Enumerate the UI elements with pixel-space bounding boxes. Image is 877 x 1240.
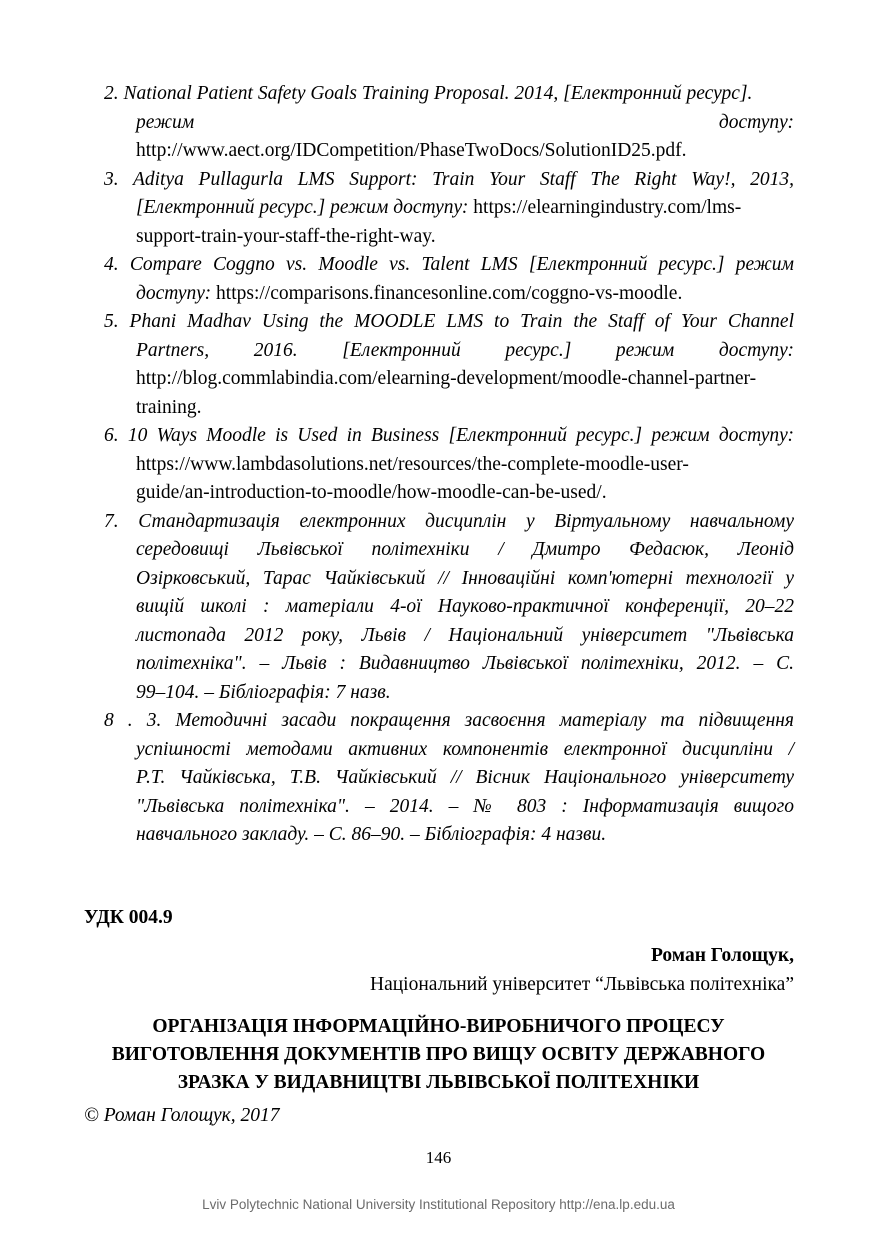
reference-line: https://www.lambdasolutions.net/resources/the-complete-moodle-user- <box>136 453 689 475</box>
author-affiliation: Національний університет “Львівська політехніка” <box>369 974 794 995</box>
reference-line: 7. Стандартизація електронних дисциплін у Віртуальному навчальному <box>104 510 794 532</box>
page-number: 146 <box>425 1148 452 1167</box>
reference-line: [Електронний ресурс.] режим доступу: https://elearningindustry.com/lms- <box>136 197 742 218</box>
reference-line: листопада 2012 року, Львів / Національний університет "Львівська <box>136 624 794 646</box>
reference-line: 2. National Patient Safety Goals Training Proposal. 2014, [Електронний ресурс]. <box>104 83 753 104</box>
reference-item <box>104 251 794 308</box>
reference-line: http://blog.commlabindia.com/elearning-development/moodle-channel-partner- <box>136 368 757 389</box>
reference-line: 6. 10 Ways Moodle is Used in Business [Електронний ресурс.] режим доступу: <box>104 425 794 446</box>
reference-line: середовищі Львівської політехніки / Дмитро Федасюк, Леонід <box>136 539 794 560</box>
article-title-line: ОРГАНІЗАЦІЯ ІНФОРМАЦІЙНО-ВИРОБНИЧОГО ПРОЦЕСУ <box>152 1016 725 1037</box>
reference-item <box>104 422 794 508</box>
reference-line: навчального закладу. – С. 86–90. – Бібліографія: 4 назви. <box>136 824 607 845</box>
reference-line: 4. Compare Coggno vs. Moodle vs. Talent LMS [Електронний ресурс.] режим <box>104 254 794 275</box>
udk-code: УДК 004.9 <box>84 907 173 928</box>
copyright-line: © Роман Голощук, 2017 <box>84 1105 280 1126</box>
reference-item <box>104 707 794 850</box>
reference-line: Озірковський, Тарас Чайківський // Інноваційні комп'ютерні технології у <box>136 567 794 589</box>
reference-line: guide/an-introduction-to-moodle/how-moodle-can-be-used/. <box>136 482 607 503</box>
reference-line: training. <box>136 396 202 418</box>
reference-line: 99–104. – Бібліографія: 7 назв. <box>136 681 391 703</box>
reference-line: доступу: https://comparisons.financesonline.com/coggno-vs-moodle. <box>136 282 683 304</box>
reference-line: 5. Phani Madhav Using the MOODLE LMS to Train the Staff of Your Channel <box>104 311 794 332</box>
reference-line: вищій школі : матеріали 4-ої Науково-практичної конференції, 20–22 <box>136 596 794 617</box>
reference-line: Р.Т. Чайківська, Т.В. Чайківський // Вісник Національного університету <box>136 767 794 788</box>
repository-footer: Lviv Polytechnic National University Institutional Repository http://ena.lp.edu.ua <box>202 1197 675 1212</box>
article-title <box>84 1013 793 1097</box>
author-name: Роман Голощук, <box>650 945 794 966</box>
reference-line: "Львівська політехніка". – 2014. – № 803 : Інформатизація вищого <box>136 795 794 817</box>
article-title-line: ВИГОТОВЛЕННЯ ДОКУМЕНТІВ ПРО ВИЩУ ОСВІТУ ДЕРЖАВНОГО <box>111 1044 766 1065</box>
reference-list <box>104 80 794 850</box>
reference-item <box>104 308 794 422</box>
reference-line: 8 . 3. Методичні засади покращення засвоєння матеріалу та підвищення <box>104 710 794 731</box>
reference-line: 3. Aditya Pullagurla LMS Support: Train Your Staff The Right Way!, 2013, <box>104 168 794 190</box>
article-title-line: ЗРАЗКА У ВИДАВНИЦТВІ ЛЬВІВСЬКОЇ ПОЛІТЕХНІКИ <box>177 1072 700 1093</box>
reference-item <box>104 166 794 252</box>
reference-line: режим доступу: <box>136 111 794 133</box>
reference-line: Partners, 2016. [Електронний ресурс.] режим доступу: <box>136 339 794 361</box>
reference-line: успішності методами активних компонентів електронної дисципліни / <box>136 738 794 760</box>
reference-line: support-train-your-staff-the-right-way. <box>136 225 436 247</box>
reference-item <box>104 508 794 708</box>
reference-line: політехніка". – Львів : Видавництво Львівської політехніки, 2012. – С. <box>136 653 794 674</box>
reference-item <box>104 80 794 166</box>
reference-line: http://www.aect.org/IDCompetition/PhaseTwoDocs/SolutionID25.pdf. <box>136 140 687 161</box>
